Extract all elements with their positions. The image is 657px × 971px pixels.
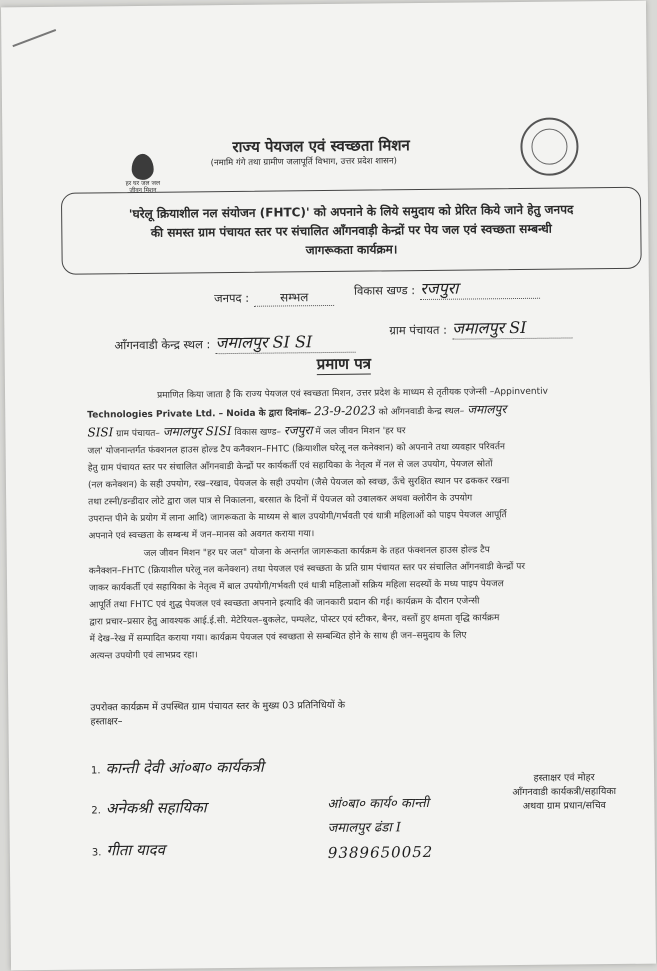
banner-line-3: जागरूकता कार्यक्रम। xyxy=(305,242,398,258)
p1-e: ग्राम पंचायत– xyxy=(116,428,160,440)
center-label: आँगनवाडी केन्द्र स्थल : xyxy=(114,337,211,353)
gp-value: जमालपुर SI xyxy=(452,315,572,339)
caption-line: आँगनवाडी कार्यकत्री/सहायिका xyxy=(512,786,617,799)
p1-line: प्रमाणित किया जाता है कि राज्य पेयजल एवं स्वच्छता मिशन, उत्तर प्रदेश के माध्यम से तृतीयक एजेन्सी –Appinventiv xyxy=(156,386,549,401)
p1-d: में जल जीवन मिशन 'हर घर xyxy=(315,426,406,438)
p1-line: (नल कनेक्शन) के सही उपयोग, रख–रखाव, पेयजल के सही उपयोग (जैसे पेयजल को स्वच्छ, ऊँचे सुरक्षित स्थान पर ढककर रखना xyxy=(87,476,510,491)
banner-line-2: की समस्त ग्राम पंचायत स्तर पर संचालित आँगनवाड़ी केन्द्रों पर पेय जल एवं स्वच्छता सम्बन्धी xyxy=(150,221,552,240)
signature-number: 2. xyxy=(91,805,101,817)
mission-subtitle: (नमामि गंगे तथा ग्रामीण जलापूर्ति विभाग, उत्तर प्रदेश शासन) xyxy=(210,156,398,169)
date-value: 23-9-2023 xyxy=(314,403,376,419)
p2-line: अत्यन्त उपयोगी एवं लाभप्रद रहा। xyxy=(89,650,198,662)
certificate-paragraph-2 xyxy=(89,541,650,666)
anganwadi-stamp xyxy=(327,792,488,862)
p2-line: में देख–रेख में सम्पादित कराया गया। कार्यक्रम पेयजल एवं स्वच्छता से सम्बन्धित होने के साथ ही जन–समुदाय के लिए xyxy=(89,630,467,645)
signature-2 xyxy=(91,797,206,818)
hw-sisi: SISI xyxy=(87,425,114,440)
gram-panchayat-field xyxy=(389,315,572,340)
gp-handwritten: जमालपुर SISI xyxy=(162,424,232,439)
district-value: सम्भल xyxy=(254,288,334,307)
p1-line: अपनाने एवं स्वच्छता के सम्बन्ध में जन–मानस को अवगत कराया गया। xyxy=(88,529,315,542)
stamp-phone: 9389650052 xyxy=(327,842,434,863)
sign-seal-caption xyxy=(479,771,649,815)
block-field xyxy=(354,276,540,301)
stamp-line-2: जमालपुर ढंडा I xyxy=(327,820,402,837)
block-value: रजपुरा xyxy=(420,276,540,300)
p2-line: जल जीवन मिशन "हर घर जल" योजना के अन्तर्गत जागरूकता कार्यक्रम के तहत फंक्शनल हाउस होल्ड टैप xyxy=(143,545,490,559)
signatures-intro xyxy=(90,698,450,730)
district-field xyxy=(214,286,334,307)
logo-text: हर घर जल जल जीवन मिशन xyxy=(125,179,161,195)
har-ghar-jal-logo xyxy=(123,154,163,194)
p2-line: आपूर्ति तथा FHTC एवं शुद्ध पेयजल एवं स्वच्छता अपनाने इत्यादि की जानकारी प्रदान की गई। कार्यक्रम के दौरान एजेन्सी xyxy=(89,596,480,611)
district-label: जनपद : xyxy=(213,290,250,306)
p2-line: जाकर कार्यकर्ती एवं सहायिका के नेतृत्व में बाल उपयोगी/गर्भवती एवं धात्री महिलाओं सक्रिय महिला सदस्यों के मध्य पाइप पेयजल xyxy=(89,579,504,594)
certificate-paragraph-1 xyxy=(87,383,649,546)
p1-f: विकास खण्ड– xyxy=(234,427,281,438)
center-handwritten: जमालपुर xyxy=(467,402,507,417)
state-emblem-icon xyxy=(520,117,579,176)
center-field xyxy=(114,330,355,356)
p1-line: तथा टस्नी/डन्डीदार लोटे द्वारा जल पात्र से निकालना, बरसात के दिनों में पेयजल को उबालकर अथवा क्लोरीन के उपयोग xyxy=(88,493,473,508)
signature-3 xyxy=(92,840,165,861)
block-handwritten: रजपुरा xyxy=(283,423,313,438)
p1-line: जल' योजनान्तर्गत फंक्शनल हाउस होल्ड टैप कनैक्शन–FHTC (क्रियाशील घरेलू नल कनेक्शन) को अपनाने तथा व्यवहार परिवर्तन xyxy=(87,442,506,457)
signature-text: गीता यादव xyxy=(106,840,165,860)
certificate-heading: प्रमाण पत्र xyxy=(316,354,372,374)
gp-label: ग्राम पंचायत : xyxy=(389,322,448,338)
pen-mark xyxy=(12,29,56,47)
p1-b: Technologies Private Ltd. – Noida के द्वारा दिनांक– xyxy=(87,408,312,421)
stamp-line-1: आं०बा० कार्य० कान्ती xyxy=(327,795,430,813)
caption-line: हस्ताक्षर एवं मोहर xyxy=(533,772,595,784)
signature-1 xyxy=(91,757,264,779)
program-banner xyxy=(61,187,642,275)
signature-number: 3. xyxy=(91,847,102,859)
center-value: जमालपुर SI SI xyxy=(215,330,355,354)
mission-title: राज्य पेयजल एवं स्वच्छता मिशन xyxy=(232,136,410,156)
caption-line: अथवा ग्राम प्रधान/सचिव xyxy=(522,800,606,812)
block-label: विकास खण्ड : xyxy=(353,283,416,298)
p2-line: कनैक्शन–FHTC (क्रियाशील घरेलू नल कनेक्शन) तथा पेयजल एवं स्वच्छता के प्रति ग्राम पंचायत स्तर पर संचालित आँगनवाडी केन्द्रों पर xyxy=(88,561,526,577)
p1-line: हेतु ग्राम पंचायत स्तर पर संचालित आँगनवाडी केन्द्रों पर कार्यकर्ती एवं सहायिका के नेतृत्व में नल से जल उपयोग, पेयजल स्रोतों xyxy=(87,459,493,474)
signature-number: 1. xyxy=(90,765,101,777)
water-drop-icon xyxy=(132,154,154,180)
document-sheet xyxy=(1,1,656,971)
signature-text: अनेकश्री सहायिका xyxy=(105,798,207,818)
p1-line: उपरान्त पीने के प्रयोग में लाना आदि) जागरूकता के माध्यम से बाल उपयोगी/गर्भवती एवं धात्री महिलाओं को पाइप पेयजल आपूर्ति xyxy=(88,510,507,525)
banner-line-1: 'घरेलू क्रियाशील नल संयोजन (FHTC)' को अपनाने के लिये समुदाय को प्रेरित किये जाने हेतु जनपद xyxy=(128,202,574,222)
p2-line: द्वारा प्रचार–प्रसार हेतु आवश्यक आई.ई.सी. मेटेरियल–बुकलेट, पम्पलेट, पोस्टर एवं स्टीकर, बैनर, वस्तों हुए क्षमता वृद्धि कार्यक्रम xyxy=(89,613,500,628)
p1-c: को आँगनवाडी केन्द्र स्थल– xyxy=(378,406,465,418)
signature-text: कान्ती देवी आं०बा० कार्यकत्री xyxy=(105,757,264,778)
intro-line: हस्ताक्षर– xyxy=(90,716,123,728)
intro-line: उपरोक्त कार्यक्रम में उपस्थित ग्राम पंचायत स्तर के मुख्य 03 प्रतिनिधियों के xyxy=(90,699,346,714)
